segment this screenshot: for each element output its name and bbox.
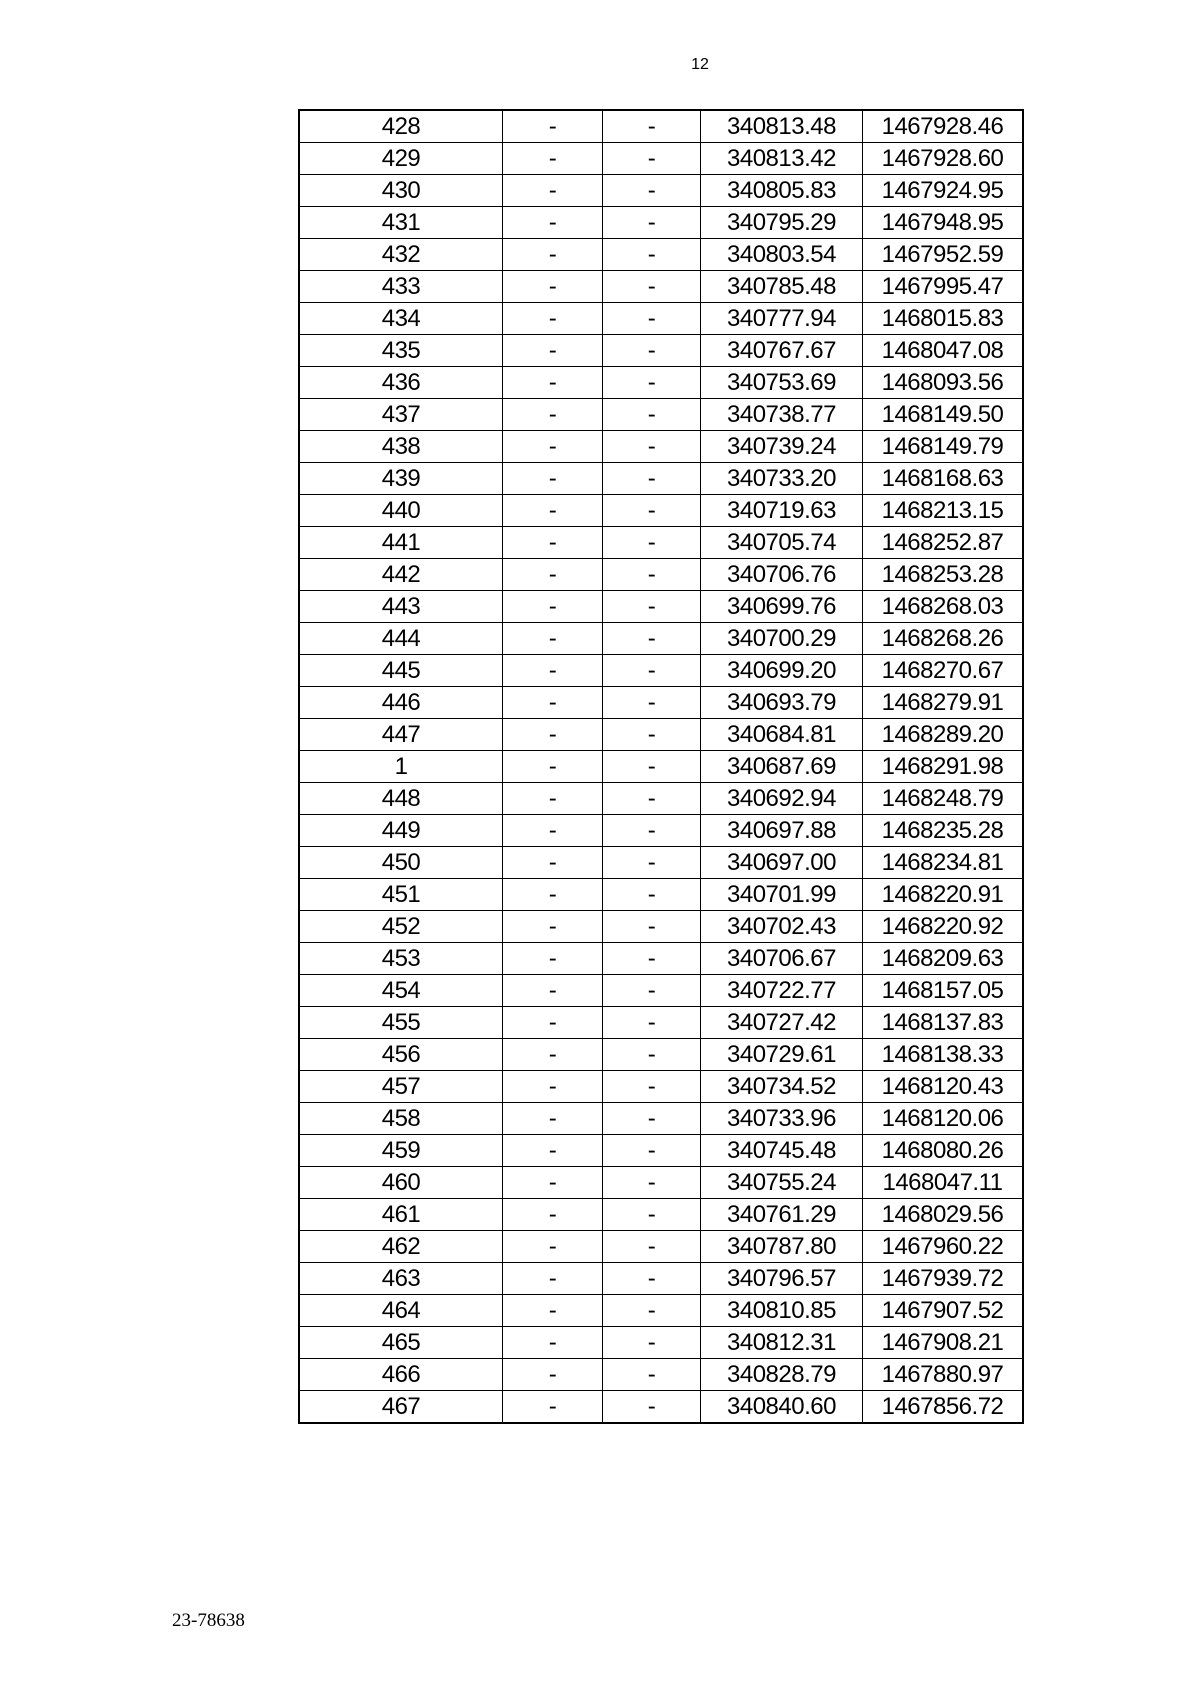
x-coordinate-cell: 340828.79 — [701, 1359, 863, 1391]
table-row — [299, 1135, 1023, 1167]
dash-cell-2: - — [603, 303, 701, 335]
x-coordinate-cell: 340701.99 — [701, 879, 863, 911]
point-number-cell: 447 — [299, 719, 503, 751]
x-coordinate-cell: 340684.81 — [701, 719, 863, 751]
x-coordinate-cell: 340803.54 — [701, 239, 863, 271]
dash-cell-2: - — [603, 1199, 701, 1231]
x-coordinate-cell: 340702.43 — [701, 911, 863, 943]
dash-cell-2: - — [603, 367, 701, 399]
dash-cell-2: - — [603, 975, 701, 1007]
dash-cell-1: - — [503, 1327, 603, 1359]
x-coordinate-cell: 340734.52 — [701, 1071, 863, 1103]
x-coordinate-cell: 340699.76 — [701, 591, 863, 623]
y-coordinate-cell: 1468289.20 — [863, 719, 1024, 751]
table-row — [299, 1167, 1023, 1199]
y-coordinate-cell: 1467928.60 — [863, 143, 1024, 175]
dash-cell-2: - — [603, 1071, 701, 1103]
dash-cell-1: - — [503, 1135, 603, 1167]
point-number-cell: 450 — [299, 847, 503, 879]
table-row — [299, 335, 1023, 367]
y-coordinate-cell: 1468029.56 — [863, 1199, 1024, 1231]
x-coordinate-cell: 340706.76 — [701, 559, 863, 591]
dash-cell-1: - — [503, 175, 603, 207]
point-number-cell: 463 — [299, 1263, 503, 1295]
x-coordinate-cell: 340805.83 — [701, 175, 863, 207]
y-coordinate-cell: 1468137.83 — [863, 1007, 1024, 1039]
dash-cell-2: - — [603, 175, 701, 207]
table-row — [299, 303, 1023, 335]
y-coordinate-cell: 1468279.91 — [863, 687, 1024, 719]
dash-cell-2: - — [603, 1135, 701, 1167]
point-number-cell: 458 — [299, 1103, 503, 1135]
dash-cell-1: - — [503, 1263, 603, 1295]
point-number-cell: 456 — [299, 1039, 503, 1071]
x-coordinate-cell: 340739.24 — [701, 431, 863, 463]
table-row — [299, 175, 1023, 207]
table-row — [299, 1199, 1023, 1231]
y-coordinate-cell: 1468015.83 — [863, 303, 1024, 335]
y-coordinate-cell: 1467952.59 — [863, 239, 1024, 271]
x-coordinate-cell: 340785.48 — [701, 271, 863, 303]
x-coordinate-cell: 340810.85 — [701, 1295, 863, 1327]
table-row — [299, 207, 1023, 239]
table-row — [299, 815, 1023, 847]
dash-cell-1: - — [503, 1391, 603, 1424]
x-coordinate-cell: 340777.94 — [701, 303, 863, 335]
y-coordinate-cell: 1467856.72 — [863, 1391, 1024, 1424]
point-number-cell: 451 — [299, 879, 503, 911]
table-row — [299, 751, 1023, 783]
table-row — [299, 687, 1023, 719]
table-row — [299, 527, 1023, 559]
dash-cell-2: - — [603, 783, 701, 815]
dash-cell-2: - — [603, 335, 701, 367]
table-row — [299, 847, 1023, 879]
dash-cell-2: - — [603, 207, 701, 239]
dash-cell-1: - — [503, 463, 603, 495]
dash-cell-1: - — [503, 591, 603, 623]
point-number-cell: 433 — [299, 271, 503, 303]
dash-cell-2: - — [603, 143, 701, 175]
dash-cell-1: - — [503, 239, 603, 271]
y-coordinate-cell: 1468291.98 — [863, 751, 1024, 783]
dash-cell-1: - — [503, 271, 603, 303]
dash-cell-1: - — [503, 1039, 603, 1071]
point-number-cell: 453 — [299, 943, 503, 975]
y-coordinate-cell: 1468270.67 — [863, 655, 1024, 687]
point-number-cell: 466 — [299, 1359, 503, 1391]
point-number-cell: 452 — [299, 911, 503, 943]
y-coordinate-cell: 1468120.43 — [863, 1071, 1024, 1103]
point-number-cell: 431 — [299, 207, 503, 239]
point-number-cell: 457 — [299, 1071, 503, 1103]
dash-cell-2: - — [603, 847, 701, 879]
dash-cell-1: - — [503, 751, 603, 783]
dash-cell-2: - — [603, 559, 701, 591]
dash-cell-2: - — [603, 271, 701, 303]
table-row — [299, 239, 1023, 271]
point-number-cell: 467 — [299, 1391, 503, 1424]
coordinates-table-body — [299, 110, 1023, 1423]
point-number-cell: 462 — [299, 1231, 503, 1263]
dash-cell-2: - — [603, 1359, 701, 1391]
dash-cell-1: - — [503, 1103, 603, 1135]
dash-cell-1: - — [503, 1007, 603, 1039]
document-code: 23-78638 — [172, 1610, 245, 1631]
dash-cell-2: - — [603, 239, 701, 271]
x-coordinate-cell: 340796.57 — [701, 1263, 863, 1295]
x-coordinate-cell: 340738.77 — [701, 399, 863, 431]
dash-cell-2: - — [603, 1327, 701, 1359]
page-number: 12 — [691, 56, 709, 73]
table-row — [299, 1039, 1023, 1071]
dash-cell-1: - — [503, 559, 603, 591]
y-coordinate-cell: 1468168.63 — [863, 463, 1024, 495]
dash-cell-2: - — [603, 527, 701, 559]
y-coordinate-cell: 1467995.47 — [863, 271, 1024, 303]
x-coordinate-cell: 340700.29 — [701, 623, 863, 655]
x-coordinate-cell: 340755.24 — [701, 1167, 863, 1199]
table-row — [299, 1295, 1023, 1327]
dash-cell-2: - — [603, 687, 701, 719]
dash-cell-1: - — [503, 1295, 603, 1327]
table-row — [299, 1007, 1023, 1039]
table-row — [299, 1231, 1023, 1263]
point-number-cell: 459 — [299, 1135, 503, 1167]
x-coordinate-cell: 340813.42 — [701, 143, 863, 175]
table-row — [299, 271, 1023, 303]
y-coordinate-cell: 1468209.63 — [863, 943, 1024, 975]
point-number-cell: 443 — [299, 591, 503, 623]
x-coordinate-cell: 340795.29 — [701, 207, 863, 239]
y-coordinate-cell: 1467880.97 — [863, 1359, 1024, 1391]
table-row — [299, 1359, 1023, 1391]
x-coordinate-cell: 340753.69 — [701, 367, 863, 399]
y-coordinate-cell: 1468234.81 — [863, 847, 1024, 879]
point-number-cell: 465 — [299, 1327, 503, 1359]
y-coordinate-cell: 1468213.15 — [863, 495, 1024, 527]
x-coordinate-cell: 340699.20 — [701, 655, 863, 687]
point-number-cell: 441 — [299, 527, 503, 559]
point-number-cell: 436 — [299, 367, 503, 399]
dash-cell-2: - — [603, 815, 701, 847]
dash-cell-1: - — [503, 911, 603, 943]
y-coordinate-cell: 1468220.91 — [863, 879, 1024, 911]
dash-cell-2: - — [603, 1231, 701, 1263]
dash-cell-1: - — [503, 207, 603, 239]
dash-cell-1: - — [503, 655, 603, 687]
dash-cell-1: - — [503, 335, 603, 367]
y-coordinate-cell: 1468138.33 — [863, 1039, 1024, 1071]
table-row — [299, 1071, 1023, 1103]
point-number-cell: 432 — [299, 239, 503, 271]
point-number-cell: 434 — [299, 303, 503, 335]
table-row — [299, 367, 1023, 399]
y-coordinate-cell: 1468253.28 — [863, 559, 1024, 591]
table-row — [299, 110, 1023, 143]
table-row — [299, 1103, 1023, 1135]
point-number-cell: 435 — [299, 335, 503, 367]
x-coordinate-cell: 340812.31 — [701, 1327, 863, 1359]
dash-cell-2: - — [603, 655, 701, 687]
dash-cell-2: - — [603, 1039, 701, 1071]
y-coordinate-cell: 1468047.08 — [863, 335, 1024, 367]
dash-cell-1: - — [503, 399, 603, 431]
point-number-cell: 1 — [299, 751, 503, 783]
dash-cell-1: - — [503, 1167, 603, 1199]
dash-cell-2: - — [603, 751, 701, 783]
table-row — [299, 591, 1023, 623]
x-coordinate-cell: 340727.42 — [701, 1007, 863, 1039]
dash-cell-2: - — [603, 431, 701, 463]
dash-cell-1: - — [503, 367, 603, 399]
dash-cell-2: - — [603, 463, 701, 495]
point-number-cell: 449 — [299, 815, 503, 847]
dash-cell-1: - — [503, 943, 603, 975]
table-row — [299, 1327, 1023, 1359]
dash-cell-2: - — [603, 1167, 701, 1199]
point-number-cell: 438 — [299, 431, 503, 463]
x-coordinate-cell: 340705.74 — [701, 527, 863, 559]
y-coordinate-cell: 1468220.92 — [863, 911, 1024, 943]
dash-cell-1: - — [503, 1199, 603, 1231]
dash-cell-1: - — [503, 1231, 603, 1263]
point-number-cell: 444 — [299, 623, 503, 655]
point-number-cell: 464 — [299, 1295, 503, 1327]
x-coordinate-cell: 340761.29 — [701, 1199, 863, 1231]
dash-cell-2: - — [603, 1007, 701, 1039]
table-row — [299, 911, 1023, 943]
dash-cell-1: - — [503, 110, 603, 143]
table-row — [299, 463, 1023, 495]
dash-cell-1: - — [503, 431, 603, 463]
dash-cell-2: - — [603, 495, 701, 527]
table-row — [299, 719, 1023, 751]
x-coordinate-cell: 340733.96 — [701, 1103, 863, 1135]
point-number-cell: 446 — [299, 687, 503, 719]
y-coordinate-cell: 1467928.46 — [863, 110, 1024, 143]
point-number-cell: 437 — [299, 399, 503, 431]
x-coordinate-cell: 340813.48 — [701, 110, 863, 143]
x-coordinate-cell: 340787.80 — [701, 1231, 863, 1263]
coordinates-table — [298, 109, 1024, 1424]
point-number-cell: 445 — [299, 655, 503, 687]
dash-cell-1: - — [503, 719, 603, 751]
dash-cell-2: - — [603, 1391, 701, 1424]
table-row — [299, 143, 1023, 175]
table-row — [299, 879, 1023, 911]
dash-cell-2: - — [603, 1263, 701, 1295]
x-coordinate-cell: 340719.63 — [701, 495, 863, 527]
point-number-cell: 455 — [299, 1007, 503, 1039]
x-coordinate-cell: 340693.79 — [701, 687, 863, 719]
y-coordinate-cell: 1468268.26 — [863, 623, 1024, 655]
table-row — [299, 623, 1023, 655]
y-coordinate-cell: 1468047.11 — [863, 1167, 1024, 1199]
point-number-cell: 448 — [299, 783, 503, 815]
point-number-cell: 429 — [299, 143, 503, 175]
y-coordinate-cell: 1468093.56 — [863, 367, 1024, 399]
dash-cell-1: - — [503, 847, 603, 879]
y-coordinate-cell: 1468157.05 — [863, 975, 1024, 1007]
y-coordinate-cell: 1468235.28 — [863, 815, 1024, 847]
point-number-cell: 454 — [299, 975, 503, 1007]
x-coordinate-cell: 340733.20 — [701, 463, 863, 495]
table-row — [299, 1391, 1023, 1424]
x-coordinate-cell: 340692.94 — [701, 783, 863, 815]
x-coordinate-cell: 340729.61 — [701, 1039, 863, 1071]
x-coordinate-cell: 340745.48 — [701, 1135, 863, 1167]
y-coordinate-cell: 1467908.21 — [863, 1327, 1024, 1359]
y-coordinate-cell: 1467924.95 — [863, 175, 1024, 207]
dash-cell-2: - — [603, 719, 701, 751]
y-coordinate-cell: 1467939.72 — [863, 1263, 1024, 1295]
point-number-cell: 439 — [299, 463, 503, 495]
dash-cell-2: - — [603, 1103, 701, 1135]
dash-cell-2: - — [603, 943, 701, 975]
x-coordinate-cell: 340697.88 — [701, 815, 863, 847]
dash-cell-1: - — [503, 687, 603, 719]
dash-cell-1: - — [503, 815, 603, 847]
point-number-cell: 460 — [299, 1167, 503, 1199]
y-coordinate-cell: 1468268.03 — [863, 591, 1024, 623]
y-coordinate-cell: 1468149.79 — [863, 431, 1024, 463]
y-coordinate-cell: 1468120.06 — [863, 1103, 1024, 1135]
dash-cell-2: - — [603, 623, 701, 655]
dash-cell-2: - — [603, 1295, 701, 1327]
x-coordinate-cell: 340687.69 — [701, 751, 863, 783]
y-coordinate-cell: 1468080.26 — [863, 1135, 1024, 1167]
x-coordinate-cell: 340840.60 — [701, 1391, 863, 1424]
dash-cell-1: - — [503, 1071, 603, 1103]
dash-cell-1: - — [503, 527, 603, 559]
y-coordinate-cell: 1467948.95 — [863, 207, 1024, 239]
x-coordinate-cell: 340722.77 — [701, 975, 863, 1007]
point-number-cell: 428 — [299, 110, 503, 143]
dash-cell-1: - — [503, 1359, 603, 1391]
dash-cell-1: - — [503, 623, 603, 655]
table-row — [299, 655, 1023, 687]
table-row — [299, 975, 1023, 1007]
table-row — [299, 431, 1023, 463]
table-row — [299, 559, 1023, 591]
x-coordinate-cell: 340706.67 — [701, 943, 863, 975]
dash-cell-2: - — [603, 110, 701, 143]
table-row — [299, 783, 1023, 815]
table-row — [299, 495, 1023, 527]
dash-cell-2: - — [603, 399, 701, 431]
point-number-cell: 461 — [299, 1199, 503, 1231]
y-coordinate-cell: 1468252.87 — [863, 527, 1024, 559]
point-number-cell: 430 — [299, 175, 503, 207]
table-row — [299, 1263, 1023, 1295]
y-coordinate-cell: 1468248.79 — [863, 783, 1024, 815]
table-row — [299, 943, 1023, 975]
table-row — [299, 399, 1023, 431]
dash-cell-1: - — [503, 495, 603, 527]
dash-cell-1: - — [503, 879, 603, 911]
point-number-cell: 440 — [299, 495, 503, 527]
dash-cell-1: - — [503, 783, 603, 815]
point-number-cell: 442 — [299, 559, 503, 591]
y-coordinate-cell: 1467960.22 — [863, 1231, 1024, 1263]
dash-cell-2: - — [603, 911, 701, 943]
dash-cell-1: - — [503, 143, 603, 175]
dash-cell-2: - — [603, 879, 701, 911]
y-coordinate-cell: 1468149.50 — [863, 399, 1024, 431]
x-coordinate-cell: 340697.00 — [701, 847, 863, 879]
x-coordinate-cell: 340767.67 — [701, 335, 863, 367]
dash-cell-1: - — [503, 975, 603, 1007]
y-coordinate-cell: 1467907.52 — [863, 1295, 1024, 1327]
dash-cell-1: - — [503, 303, 603, 335]
dash-cell-2: - — [603, 591, 701, 623]
